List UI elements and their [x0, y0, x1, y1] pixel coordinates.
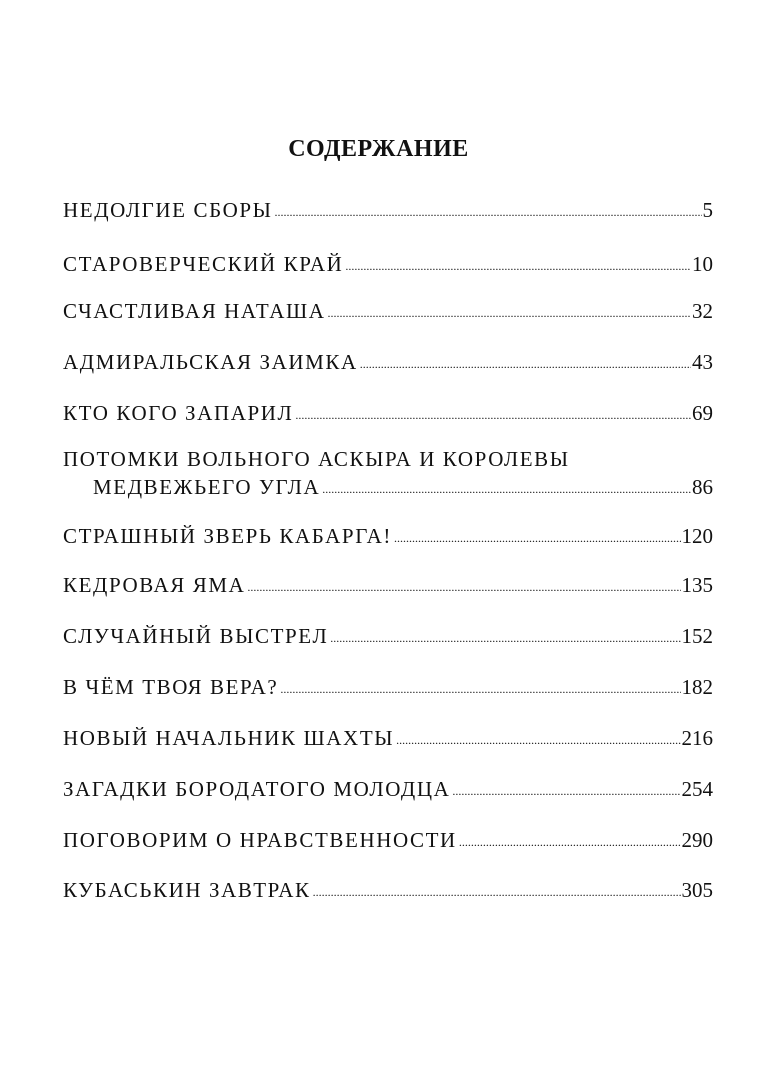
dot-leader — [247, 573, 680, 601]
toc-entry — [63, 297, 713, 328]
toc-entry — [63, 876, 713, 907]
toc-entry-line — [63, 724, 713, 755]
dot-leader — [313, 878, 681, 906]
toc-entry-title: АДМИРАЛЬСКАЯ ЗАИМКА — [63, 350, 358, 374]
toc-page-number: 182 — [681, 675, 713, 699]
toc-entry-line — [63, 571, 713, 602]
toc-entry — [63, 445, 713, 504]
dot-leader — [452, 777, 680, 805]
toc-page-number: 86 — [692, 475, 713, 499]
toc-entry — [63, 399, 713, 430]
toc-entry-line — [63, 196, 713, 227]
toc-entry-line — [63, 826, 713, 857]
toc-entry — [63, 724, 713, 755]
toc-entry-line — [63, 250, 713, 281]
toc-page-number: 32 — [692, 299, 713, 323]
dot-leader — [459, 828, 681, 856]
toc-entry-title: КУБАСЬКИН ЗАВТРАК — [63, 878, 311, 902]
dot-leader — [330, 624, 680, 652]
dot-leader — [345, 252, 691, 280]
toc-page-number: 152 — [681, 624, 713, 648]
toc-page-number: 120 — [681, 524, 713, 548]
toc-entry-title: КТО КОГО ЗАПАРИЛ — [63, 401, 294, 425]
toc-entry — [63, 522, 713, 553]
toc-page-number: 43 — [692, 350, 713, 374]
toc-entry-line — [63, 399, 713, 430]
toc-entry — [63, 571, 713, 602]
toc-entry — [63, 673, 713, 704]
toc-entry-line — [63, 473, 713, 504]
toc-entry-title: СТАРОВЕРЧЕСКИЙ КРАЙ — [63, 252, 344, 276]
toc-page-number: 305 — [681, 878, 713, 902]
dot-leader — [328, 299, 691, 327]
toc-entry — [63, 775, 713, 806]
toc-entry-title: СТРАШНЫЙ ЗВЕРЬ КАБАРГА! — [63, 524, 393, 548]
toc-entry — [63, 622, 713, 653]
toc-entry-title: СЛУЧАЙНЫЙ ВЫСТРЕЛ — [63, 624, 329, 648]
toc-page-number: 290 — [681, 828, 713, 852]
toc-entry-line — [63, 297, 713, 328]
toc-entry — [63, 826, 713, 857]
dot-leader — [360, 350, 691, 378]
toc-entry — [63, 196, 713, 227]
toc-title: СОДЕРЖАНИЕ — [288, 136, 469, 162]
toc-page-number: 69 — [692, 401, 713, 425]
toc-entry-title: МЕДВЕЖЬЕГО УГЛА — [93, 475, 321, 499]
toc-page-number: 10 — [692, 252, 713, 276]
dot-leader — [280, 675, 680, 703]
toc-page-number: 254 — [681, 777, 713, 801]
toc-entry-title: ПОГОВОРИМ О НРАВСТВЕННОСТИ — [63, 828, 457, 852]
toc-page-number: 5 — [702, 198, 713, 222]
toc-entry-title: В ЧЁМ ТВОЯ ВЕРА? — [63, 675, 279, 699]
toc-entry-title: НЕДОЛГИЕ СБОРЫ — [63, 198, 273, 222]
toc-entry-title: НОВЫЙ НАЧАЛЬНИК ШАХТЫ — [63, 726, 395, 750]
dot-leader — [394, 524, 680, 552]
toc-entry-line — [63, 775, 713, 806]
toc-entry-line — [63, 876, 713, 907]
toc-entry-line — [63, 673, 713, 704]
dot-leader — [295, 401, 691, 429]
toc-entry-line — [63, 445, 713, 473]
toc-entry-line — [63, 622, 713, 653]
dot-leader — [396, 726, 680, 754]
dot-leader — [322, 475, 691, 503]
toc-entry-title: КЕДРОВАЯ ЯМА — [63, 573, 246, 597]
toc-entry — [63, 348, 713, 379]
dot-leader — [275, 198, 702, 226]
toc-page-number: 216 — [681, 726, 713, 750]
toc-entry-title: ЗАГАДКИ БОРОДАТОГО МОЛОДЦА — [63, 777, 451, 801]
toc-entry-line — [63, 522, 713, 553]
toc-entry — [63, 250, 713, 281]
toc-entry-title: СЧАСТЛИВАЯ НАТАША — [63, 299, 326, 323]
toc-entry-title: ПОТОМКИ ВОЛЬНОГО АСКЫРА И КОРОЛЕВЫ — [63, 447, 570, 471]
toc-page-number: 135 — [681, 573, 713, 597]
toc-entry-line — [63, 348, 713, 379]
